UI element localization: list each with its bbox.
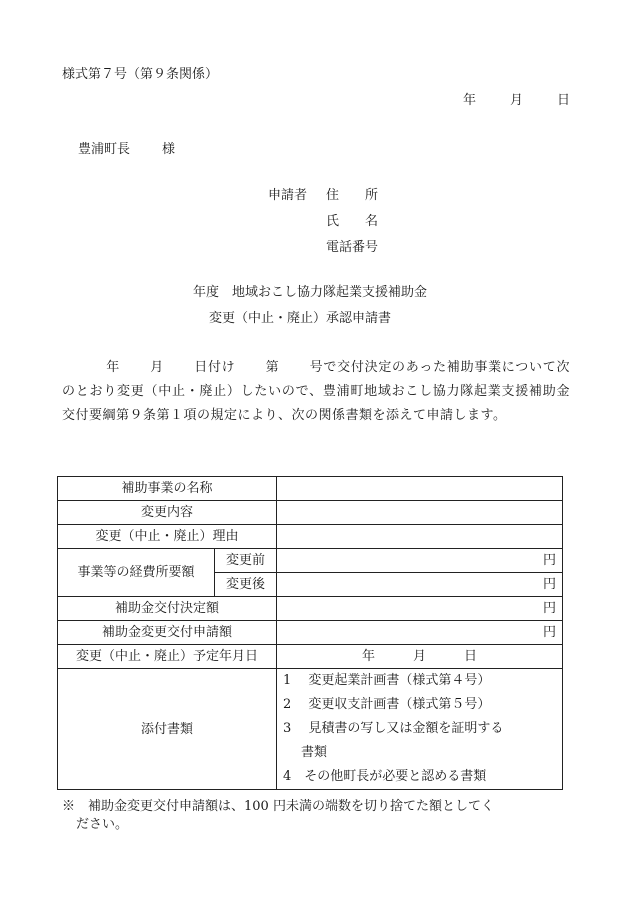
- attachments-list: [277, 669, 563, 790]
- change-content-label: 変更内容: [58, 501, 277, 525]
- table-row: [58, 477, 563, 501]
- table-row: [58, 501, 563, 525]
- body-year: 年: [106, 360, 120, 375]
- address-label: 住 所: [326, 188, 379, 203]
- attachments-label: 添付書類: [58, 669, 277, 790]
- after-change-label: 変更後: [215, 573, 277, 597]
- form-number: 様式第７号（第９条関係）: [62, 67, 219, 82]
- request-body: [62, 356, 570, 428]
- addressee-name: 豊浦町長: [78, 142, 131, 157]
- applicant-heading: 申請者: [268, 188, 308, 203]
- planned-date-day: 日: [464, 649, 478, 664]
- change-content-field: [277, 501, 563, 525]
- addressee-honorific: 様: [162, 142, 176, 157]
- grant-change-request-amount: 円: [277, 621, 563, 645]
- table-row: [58, 549, 563, 573]
- grant-decision-label: 補助金交付決定額: [58, 597, 277, 621]
- attachment-item: 4 その他町長が必要と認める書類: [283, 769, 487, 784]
- planned-date-year: 年: [361, 649, 375, 664]
- body-day-dated: 日付け: [193, 360, 236, 375]
- footnote-line1: ※ 補助金変更交付申請額は、100 円未満の端数を切り捨てた額としてく: [62, 799, 494, 814]
- submission-date: [463, 94, 570, 107]
- change-reason-field: [277, 525, 563, 549]
- date-day: 日: [556, 93, 570, 108]
- name-label: 氏 名: [326, 214, 379, 229]
- applicant-block: [268, 189, 378, 267]
- document-title-line1: 年度 地域おこし協力隊起業支援補助金: [193, 285, 428, 300]
- date-month: 月: [509, 93, 523, 108]
- required-expense-label: 事業等の経費所要額: [58, 549, 215, 597]
- attachment-item: 書類: [301, 745, 328, 760]
- project-name-field: [277, 477, 563, 501]
- before-change-label: 変更前: [215, 549, 277, 573]
- after-change-amount: 円: [277, 573, 563, 597]
- table-row: [58, 645, 563, 669]
- planned-date-field: [277, 645, 563, 669]
- document-title-line2: 変更（中止・廃止）承認申請書: [209, 311, 392, 326]
- attachment-item: 2 変更収支計画書（様式第５号）: [283, 697, 491, 712]
- table-row: [58, 621, 563, 645]
- project-name-label: 補助事業の名称: [58, 477, 277, 501]
- attachment-item: 3 見積書の写し又は金額を証明する: [283, 721, 504, 736]
- date-year: 年: [462, 93, 476, 108]
- grant-decision-amount: 円: [277, 597, 563, 621]
- body-number-prefix: 第: [265, 360, 280, 375]
- table-row: [58, 525, 563, 549]
- application-table: [57, 476, 563, 790]
- table-row: [58, 669, 563, 790]
- table-row: [58, 597, 563, 621]
- footnote-line2: ださい。: [76, 817, 129, 832]
- body-text: 号で交付決定のあった補助事業について次のとおり変更（中止・廃止）したいので、豊浦町地域おこし協力隊起業支援補助金交付要綱第９条第１項の規定により、次の関係書類を添えて申請します。: [62, 360, 570, 423]
- attachment-item: 1 変更起業計画書（様式第４号）: [283, 673, 491, 688]
- grant-change-request-label: 補助金変更交付申請額: [58, 621, 277, 645]
- phone-label: 電話番号: [326, 240, 379, 255]
- planned-date-month: 月: [412, 649, 426, 664]
- before-change-amount: 円: [277, 549, 563, 573]
- change-reason-label: 変更（中止・廃止）理由: [58, 525, 277, 549]
- addressee: [78, 143, 175, 156]
- body-month: 月: [149, 360, 164, 375]
- planned-date-label: 変更（中止・廃止）予定年月日: [58, 645, 277, 669]
